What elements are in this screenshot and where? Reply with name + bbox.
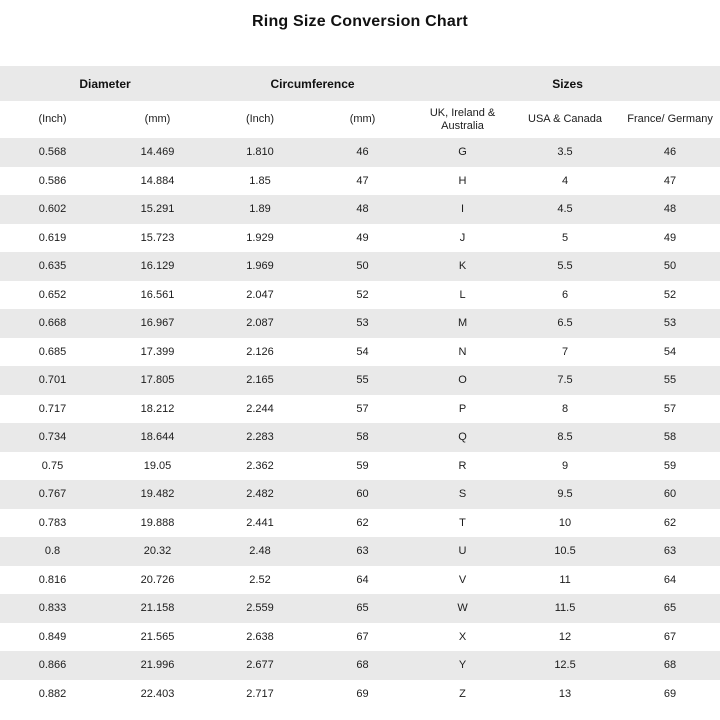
- group-header-sizes: Sizes: [415, 66, 720, 101]
- table-cell: 4.5: [510, 195, 620, 224]
- table-cell: U: [415, 537, 510, 566]
- table-cell: 0.602: [0, 195, 105, 224]
- table-cell: 16.561: [105, 281, 210, 310]
- table-cell: 6.5: [510, 309, 620, 338]
- table-cell: 2.244: [210, 395, 310, 424]
- table-cell: 46: [310, 138, 415, 167]
- table-cell: 60: [310, 480, 415, 509]
- table-row: [0, 281, 720, 310]
- column-header-diameter-inch: (Inch): [0, 101, 105, 138]
- table-cell: 1.969: [210, 252, 310, 281]
- table-cell: W: [415, 594, 510, 623]
- table-cell: 58: [620, 423, 720, 452]
- table-cell: 0.586: [0, 167, 105, 196]
- table-cell: 0.701: [0, 366, 105, 395]
- table-cell: 2.559: [210, 594, 310, 623]
- table-cell: Y: [415, 651, 510, 680]
- table-cell: 2.482: [210, 480, 310, 509]
- table-body: [0, 138, 720, 708]
- table-cell: S: [415, 480, 510, 509]
- column-header-circumference-mm: (mm): [310, 101, 415, 138]
- table-cell: 63: [310, 537, 415, 566]
- table-cell: X: [415, 623, 510, 652]
- table-cell: Q: [415, 423, 510, 452]
- column-header-uk-ireland-australia: UK, Ireland & Australia: [415, 101, 510, 138]
- group-header-circumference: Circumference: [210, 66, 415, 101]
- table-cell: 8.5: [510, 423, 620, 452]
- table-cell: 67: [310, 623, 415, 652]
- table-cell: 47: [620, 167, 720, 196]
- table-cell: 17.805: [105, 366, 210, 395]
- table-cell: 10: [510, 509, 620, 538]
- table-cell: 14.884: [105, 167, 210, 196]
- table-cell: 52: [620, 281, 720, 310]
- table-cell: 0.685: [0, 338, 105, 367]
- table-header: [0, 66, 720, 138]
- table-cell: 48: [310, 195, 415, 224]
- table-cell: 9.5: [510, 480, 620, 509]
- table-cell: 6: [510, 281, 620, 310]
- table-cell: 2.362: [210, 452, 310, 481]
- table-cell: K: [415, 252, 510, 281]
- table-cell: 19.482: [105, 480, 210, 509]
- column-header-usa-canada: USA & Canada: [510, 101, 620, 138]
- table-cell: 12.5: [510, 651, 620, 680]
- table-cell: 1.85: [210, 167, 310, 196]
- table-row: [0, 423, 720, 452]
- table-cell: 0.767: [0, 480, 105, 509]
- table-cell: 59: [620, 452, 720, 481]
- table-cell: 62: [620, 509, 720, 538]
- table-cell: M: [415, 309, 510, 338]
- table-row: [0, 252, 720, 281]
- table-cell: 57: [310, 395, 415, 424]
- table-cell: 65: [620, 594, 720, 623]
- table-cell: 21.565: [105, 623, 210, 652]
- table-cell: 1.929: [210, 224, 310, 253]
- table-cell: 0.668: [0, 309, 105, 338]
- table-cell: 69: [310, 680, 415, 709]
- table-cell: 17.399: [105, 338, 210, 367]
- table-cell: 19.888: [105, 509, 210, 538]
- column-header-row: [0, 101, 720, 138]
- table-cell: 1.810: [210, 138, 310, 167]
- table-cell: J: [415, 224, 510, 253]
- table-row: [0, 537, 720, 566]
- table-cell: 0.882: [0, 680, 105, 709]
- table-row: [0, 167, 720, 196]
- table-cell: 58: [310, 423, 415, 452]
- table-cell: 48: [620, 195, 720, 224]
- table-cell: P: [415, 395, 510, 424]
- table-cell: 7.5: [510, 366, 620, 395]
- table-cell: 5: [510, 224, 620, 253]
- table-row: [0, 309, 720, 338]
- table-cell: 9: [510, 452, 620, 481]
- table-cell: 0.816: [0, 566, 105, 595]
- table-cell: 2.638: [210, 623, 310, 652]
- table-cell: 59: [310, 452, 415, 481]
- group-header-diameter: Diameter: [0, 66, 210, 101]
- table-cell: 67: [620, 623, 720, 652]
- table-cell: 55: [620, 366, 720, 395]
- table-cell: 62: [310, 509, 415, 538]
- table-cell: G: [415, 138, 510, 167]
- table-row: [0, 138, 720, 167]
- table-cell: 53: [620, 309, 720, 338]
- table-cell: 11: [510, 566, 620, 595]
- table-row: [0, 195, 720, 224]
- table-cell: 60: [620, 480, 720, 509]
- table-row: [0, 566, 720, 595]
- table-cell: 54: [620, 338, 720, 367]
- table-cell: I: [415, 195, 510, 224]
- table-cell: 10.5: [510, 537, 620, 566]
- table-cell: 0.75: [0, 452, 105, 481]
- table-cell: 2.52: [210, 566, 310, 595]
- table-cell: 12: [510, 623, 620, 652]
- table-cell: 8: [510, 395, 620, 424]
- table-cell: 22.403: [105, 680, 210, 709]
- table-cell: 64: [620, 566, 720, 595]
- table-cell: 0.866: [0, 651, 105, 680]
- column-header-circumference-inch: (Inch): [210, 101, 310, 138]
- table-row: [0, 509, 720, 538]
- table-cell: 49: [310, 224, 415, 253]
- table-cell: 3.5: [510, 138, 620, 167]
- table-row: [0, 338, 720, 367]
- table-cell: 69: [620, 680, 720, 709]
- table-row: [0, 366, 720, 395]
- table-cell: 1.89: [210, 195, 310, 224]
- table-row: [0, 651, 720, 680]
- table-cell: 54: [310, 338, 415, 367]
- table-cell: 20.32: [105, 537, 210, 566]
- table-cell: L: [415, 281, 510, 310]
- table-cell: 49: [620, 224, 720, 253]
- column-header-france-germany: France/ Germany: [620, 101, 720, 138]
- table-cell: 2.441: [210, 509, 310, 538]
- table-cell: N: [415, 338, 510, 367]
- table-row: [0, 623, 720, 652]
- table-cell: R: [415, 452, 510, 481]
- table-cell: 2.717: [210, 680, 310, 709]
- table-cell: 64: [310, 566, 415, 595]
- table-cell: 5.5: [510, 252, 620, 281]
- table-cell: 16.967: [105, 309, 210, 338]
- table-cell: 19.05: [105, 452, 210, 481]
- table-cell: 55: [310, 366, 415, 395]
- table-cell: 65: [310, 594, 415, 623]
- table-cell: 52: [310, 281, 415, 310]
- table-cell: 15.291: [105, 195, 210, 224]
- table-cell: 0.635: [0, 252, 105, 281]
- column-header-diameter-mm: (mm): [105, 101, 210, 138]
- table-row: [0, 395, 720, 424]
- table-cell: 68: [620, 651, 720, 680]
- table-cell: 21.996: [105, 651, 210, 680]
- table-cell: 2.48: [210, 537, 310, 566]
- ring-size-conversion-table: [0, 66, 720, 708]
- table-cell: 0.849: [0, 623, 105, 652]
- table-cell: O: [415, 366, 510, 395]
- table-cell: 21.158: [105, 594, 210, 623]
- table-row: [0, 224, 720, 253]
- page-title: Ring Size Conversion Chart: [252, 13, 468, 30]
- table-row: [0, 594, 720, 623]
- table-cell: 2.047: [210, 281, 310, 310]
- table-cell: 13: [510, 680, 620, 709]
- group-header-row: [0, 66, 720, 101]
- table-cell: 11.5: [510, 594, 620, 623]
- table-cell: 0.568: [0, 138, 105, 167]
- table-cell: 20.726: [105, 566, 210, 595]
- table-cell: 16.129: [105, 252, 210, 281]
- table-cell: 0.833: [0, 594, 105, 623]
- table-row: [0, 480, 720, 509]
- table-cell: 15.723: [105, 224, 210, 253]
- table-cell: 14.469: [105, 138, 210, 167]
- table-cell: 0.734: [0, 423, 105, 452]
- table-cell: 0.652: [0, 281, 105, 310]
- table-cell: 4: [510, 167, 620, 196]
- table-cell: 0.619: [0, 224, 105, 253]
- table-cell: Z: [415, 680, 510, 709]
- table-cell: 2.087: [210, 309, 310, 338]
- table-row: [0, 452, 720, 481]
- table-cell: 2.126: [210, 338, 310, 367]
- table-cell: 47: [310, 167, 415, 196]
- table-cell: 53: [310, 309, 415, 338]
- table-cell: 0.717: [0, 395, 105, 424]
- table-cell: 2.165: [210, 366, 310, 395]
- table-cell: H: [415, 167, 510, 196]
- table-cell: 2.283: [210, 423, 310, 452]
- table-cell: 68: [310, 651, 415, 680]
- table-cell: 0.783: [0, 509, 105, 538]
- table-cell: V: [415, 566, 510, 595]
- table-cell: 7: [510, 338, 620, 367]
- table-cell: 57: [620, 395, 720, 424]
- table-cell: 18.644: [105, 423, 210, 452]
- table-cell: 50: [620, 252, 720, 281]
- table-cell: 2.677: [210, 651, 310, 680]
- table-cell: 50: [310, 252, 415, 281]
- table-cell: 18.212: [105, 395, 210, 424]
- table-cell: 63: [620, 537, 720, 566]
- table-cell: 46: [620, 138, 720, 167]
- table-cell: T: [415, 509, 510, 538]
- table-cell: 0.8: [0, 537, 105, 566]
- table-row: [0, 680, 720, 709]
